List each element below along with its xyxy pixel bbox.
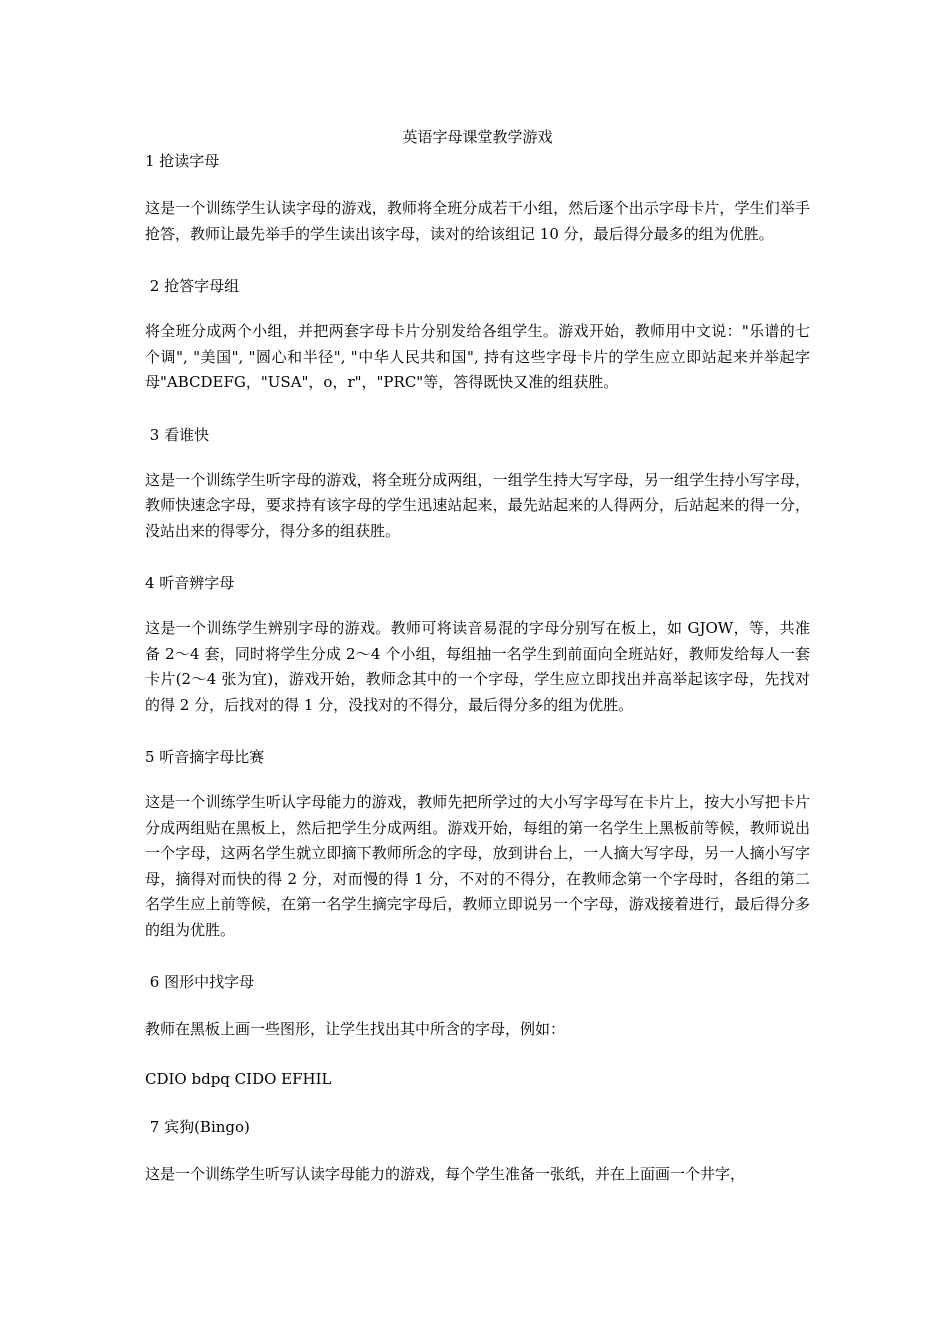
letter-example-line: CDIO bdpq CIDO EFHIL [145,1069,332,1088]
section-heading-5: 5 听音摘字母比赛 [145,748,265,766]
section-paragraph-7: 这是一个训练学生听写认读字母能力的游戏，每个学生准备一张纸，并在上面画一个井字， [145,1165,746,1183]
section-heading-6: 6 图形中找字母 [145,973,255,991]
section-heading-3: 3 看谁快 [145,425,210,444]
section-heading-7: 7 宾狗(Bingo) [145,1118,250,1136]
section-paragraph-4: 这是一个训练学生辨别字母的游戏。教师可将读音易混的字母分别写在板上，如 GJOW，等，共准备 2～4 套，同时将学生分成 2～4 个小组，每组抽一名学生到前面向全班站好，教师发给每人一套卡片(2～4 张为宜)，游戏开始，教师念其中的一个字母，学生应立即找出并高举起该字母，先找对的得 2 分，后找对的得 1 分，没找对的不得分，最后得分多的组为优胜。 [145,619,810,714]
section-heading-1: 1 抢读字母 [145,152,220,170]
section-paragraph-6: 教师在黑板上画一些图形，让学生找出其中所含的字母，例如： [145,1020,566,1038]
section-paragraph-5: 这是一个训练学生听认字母能力的游戏，教师先把所学过的大小写字母写在卡片上，按大小写把卡片分成两组贴在黑板上，然后把学生分成两组。游戏开始，每组的第一名学生上黑板前等候，教师说出一个字母，这两名学生就立即摘下教师所念的字母，放到讲台上，一人摘大写字母，另一人摘小写字母，摘得对而快的得 2 分，对而慢的得 1 分，不对的不得分，在教师念第一个字母时，各组的第二名学生应上前等候，在第一名学生摘完字母后，教师立即说另一个字母，游戏接着进行，最后得分多的组为优胜。 [145,793,810,939]
section-paragraph-1: 这是一个训练学生认读字母的游戏，教师将全班分成若干小组，然后逐个出示字母卡片，学生们举手抢答，教师让最先举手的学生读出该字母，读对的给该组记 10 分，最后得分最多的组为优胜。 [145,199,810,243]
document-page [145,126,810,1188]
section-heading-4: 4 听音辨字母 [145,574,235,592]
section-heading-2: 2 抢答字母组 [145,277,240,295]
section-paragraph-3: 这是一个训练学生听字母的游戏，将全班分成两组，一组学生持大写字母，另一组学生持小写字母，教师快速念字母，要求持有该字母的学生迅速站起来，最先站起来的人得两分，后站起来的得一分，没站出来的得零分，得分多的组获胜。 [145,470,810,540]
document-title: 英语字母课堂教学游戏 [402,128,553,146]
section-paragraph-2: 将全班分成两个小组，并把两套字母卡片分别发给各组学生。游戏开始，教师用中文说："乐谱的七个调", "美国", "圆心和半径", "中华人民共和国", 持有这些字母卡片的学生应立即站起来并举起字母"ABCDEFG，"USA"，o，r"，"PRC"等，答得既快又准的组获胜。 [145,322,810,391]
